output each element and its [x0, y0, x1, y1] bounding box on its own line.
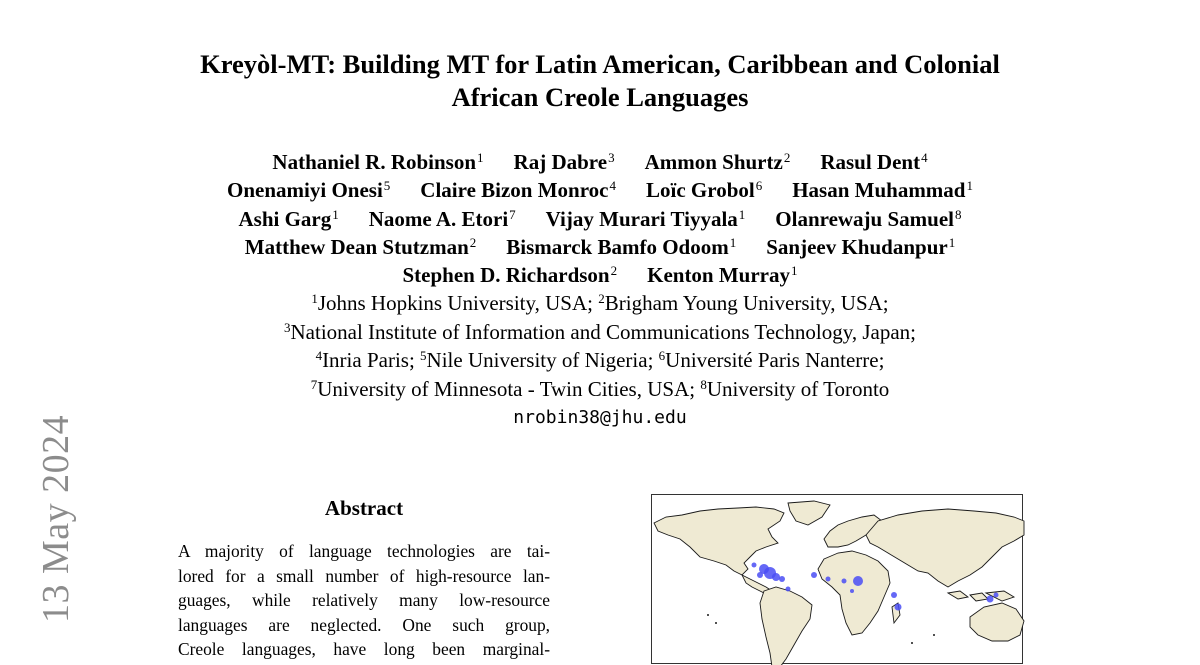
marker-pacific: [987, 596, 994, 603]
author-name: [766, 235, 955, 259]
affiliation-text: Nile University of Nigeria;: [426, 348, 659, 372]
author-affiliation-marker: 1: [738, 206, 746, 222]
author-name-text: Stephen D. Richardson: [402, 263, 610, 288]
landmass-south-america: [760, 587, 812, 665]
landmass-asia: [866, 509, 1024, 587]
affiliation-marker: 7: [310, 376, 318, 392]
author-affiliation-marker: 1: [729, 234, 737, 250]
map-landmasses: [654, 501, 1024, 665]
affiliation-line: [0, 375, 1200, 404]
landmass-australia: [970, 603, 1024, 641]
author-name: [369, 207, 516, 231]
map-small-islands: [707, 614, 935, 644]
marker-indian-ocean: [895, 604, 902, 611]
marker-west-africa: [811, 572, 817, 578]
author-name: [245, 235, 476, 259]
abstract-line: guages, while relatively many low-resource: [178, 590, 550, 610]
landmass-africa: [818, 551, 890, 635]
author-affiliation-marker: 4: [609, 178, 616, 194]
affiliation-text: University of Minnesota - Twin Cities, USA;: [317, 376, 701, 401]
marker-caribbean: [779, 576, 785, 582]
affiliation-marker: 8: [700, 376, 707, 392]
author-affiliation-marker: 4: [921, 150, 928, 165]
affiliation-line: [0, 346, 1200, 375]
author-affiliation-marker: 1: [477, 150, 484, 165]
affiliation-text: Johns Hopkins University, USA;: [317, 291, 599, 315]
affiliation-text: Université Paris Nanterre;: [665, 348, 885, 372]
author-name: [645, 150, 791, 174]
author-name: [272, 150, 483, 174]
author-affiliation-marker: 5: [383, 178, 391, 194]
paper-title: [0, 48, 1200, 114]
author-name-text: Matthew Dean Stutzman: [244, 234, 469, 259]
abstract-line: Creole languages, have long been marginal-: [178, 639, 550, 659]
marker-indian-ocean: [891, 592, 897, 598]
author-name: [514, 150, 615, 174]
author-name: [402, 263, 617, 287]
author-name-text: Raj Dabre: [513, 150, 608, 174]
affiliation-marker: 6: [658, 348, 666, 363]
author-name-text: Nathaniel R. Robinson: [272, 150, 477, 174]
author-name: [227, 178, 390, 202]
affiliation-marker: 3: [284, 319, 291, 335]
author-name-text: Vijay Murari Tiyyala: [545, 206, 738, 231]
author-affiliation-marker: 2: [783, 150, 791, 165]
author-name-text: Rasul Dent: [820, 150, 921, 174]
author-name: [239, 207, 339, 231]
abstract-heading: Abstract: [324, 496, 404, 520]
landmass-greenland: [788, 501, 830, 525]
author-name: [775, 207, 961, 231]
author-name-text: Hasan Muhammad: [792, 178, 966, 203]
author-row: [0, 148, 1200, 176]
author-name-text: Ashi Garg: [238, 206, 332, 231]
author-name-text: Kenton Murray: [647, 263, 791, 288]
marker-west-africa: [826, 577, 831, 582]
affiliation-line: [0, 318, 1200, 347]
affiliation-text: Brigham Young University, USA;: [604, 291, 889, 315]
author-affiliation-marker: 2: [610, 263, 618, 279]
author-affiliation-marker: 1: [966, 178, 973, 194]
affiliation-marker: 2: [598, 291, 605, 306]
author-name-text: Ammon Shurtz: [644, 150, 783, 174]
abstract-line: A majority of language technologies are tai-: [178, 541, 550, 561]
affiliation-marker: 1: [311, 291, 318, 306]
author-row: [0, 233, 1200, 261]
author-row: [0, 176, 1200, 204]
author-row: [0, 261, 1200, 289]
affiliation-text: University of Toronto: [706, 376, 890, 401]
world-map-graphic: [652, 495, 1024, 665]
author-affiliation-marker: 3: [608, 150, 615, 165]
affiliation-marker: 5: [420, 348, 427, 363]
author-name: [820, 150, 927, 174]
marker-west-africa: [842, 579, 847, 584]
author-affiliation-marker: 7: [509, 206, 516, 222]
abstract-line: lored for a small number of high-resource lan-: [178, 565, 550, 586]
marker-pacific: [994, 593, 999, 598]
author-name: [792, 178, 973, 202]
author-row: [0, 205, 1200, 233]
marker-guiana: [786, 587, 791, 592]
author-name-text: Bismarck Bamfo Odoom: [506, 234, 729, 259]
author-name-text: Claire Bizon Monroc: [420, 178, 609, 203]
contact-email[interactable]: nrobin38@jhu.edu: [513, 407, 687, 428]
affiliation-line: [0, 289, 1200, 318]
author-name: [420, 178, 616, 202]
author-name-text: Onenamiyi Onesi: [227, 178, 383, 203]
affiliation-text: National Institute of Information and Communications Technology, Japan;: [290, 319, 916, 344]
author-affiliation-marker: 6: [755, 178, 763, 194]
author-name-text: Sanjeev Khudanpur: [766, 234, 948, 259]
author-name: [506, 235, 736, 259]
title-line: Kreyòl-MT: Building MT for Latin American, Caribbean and Colonial: [200, 49, 1000, 79]
marker-west-africa: [853, 576, 863, 586]
author-affiliation-marker: 1: [791, 263, 798, 279]
affiliation-marker: 4: [315, 348, 323, 363]
author-name: [647, 263, 797, 287]
landmass-indonesia: [948, 591, 988, 601]
abstract-line: languages are neglected. One such group,: [178, 614, 550, 635]
abstract-body: [178, 539, 550, 662]
author-name-text: Olanrewaju Samuel: [775, 206, 954, 231]
marker-caribbean: [772, 573, 780, 581]
author-name-text: Naome A. Etori: [368, 206, 509, 231]
arxiv-side-date: [28, 405, 77, 648]
marker-gulf-guinea: [850, 589, 854, 593]
author-name-text: Loïc Grobol: [646, 178, 755, 203]
side-date-text: 13 May 2024: [35, 414, 77, 623]
marker-caribbean: [752, 563, 757, 568]
author-affiliation-marker: 1: [332, 206, 339, 222]
author-affiliation-marker: 8: [955, 206, 962, 222]
author-list: [0, 148, 1200, 289]
creole-language-world-map: [651, 494, 1023, 664]
author-name: [546, 207, 746, 231]
author-affiliation-marker: 2: [469, 234, 477, 250]
author-affiliation-marker: 1: [948, 234, 956, 250]
affiliation-list: [0, 289, 1200, 403]
author-name: [646, 178, 762, 202]
affiliation-text: Inria Paris;: [322, 348, 421, 372]
title-line: African Creole Languages: [451, 82, 749, 112]
marker-caribbean: [757, 572, 763, 578]
